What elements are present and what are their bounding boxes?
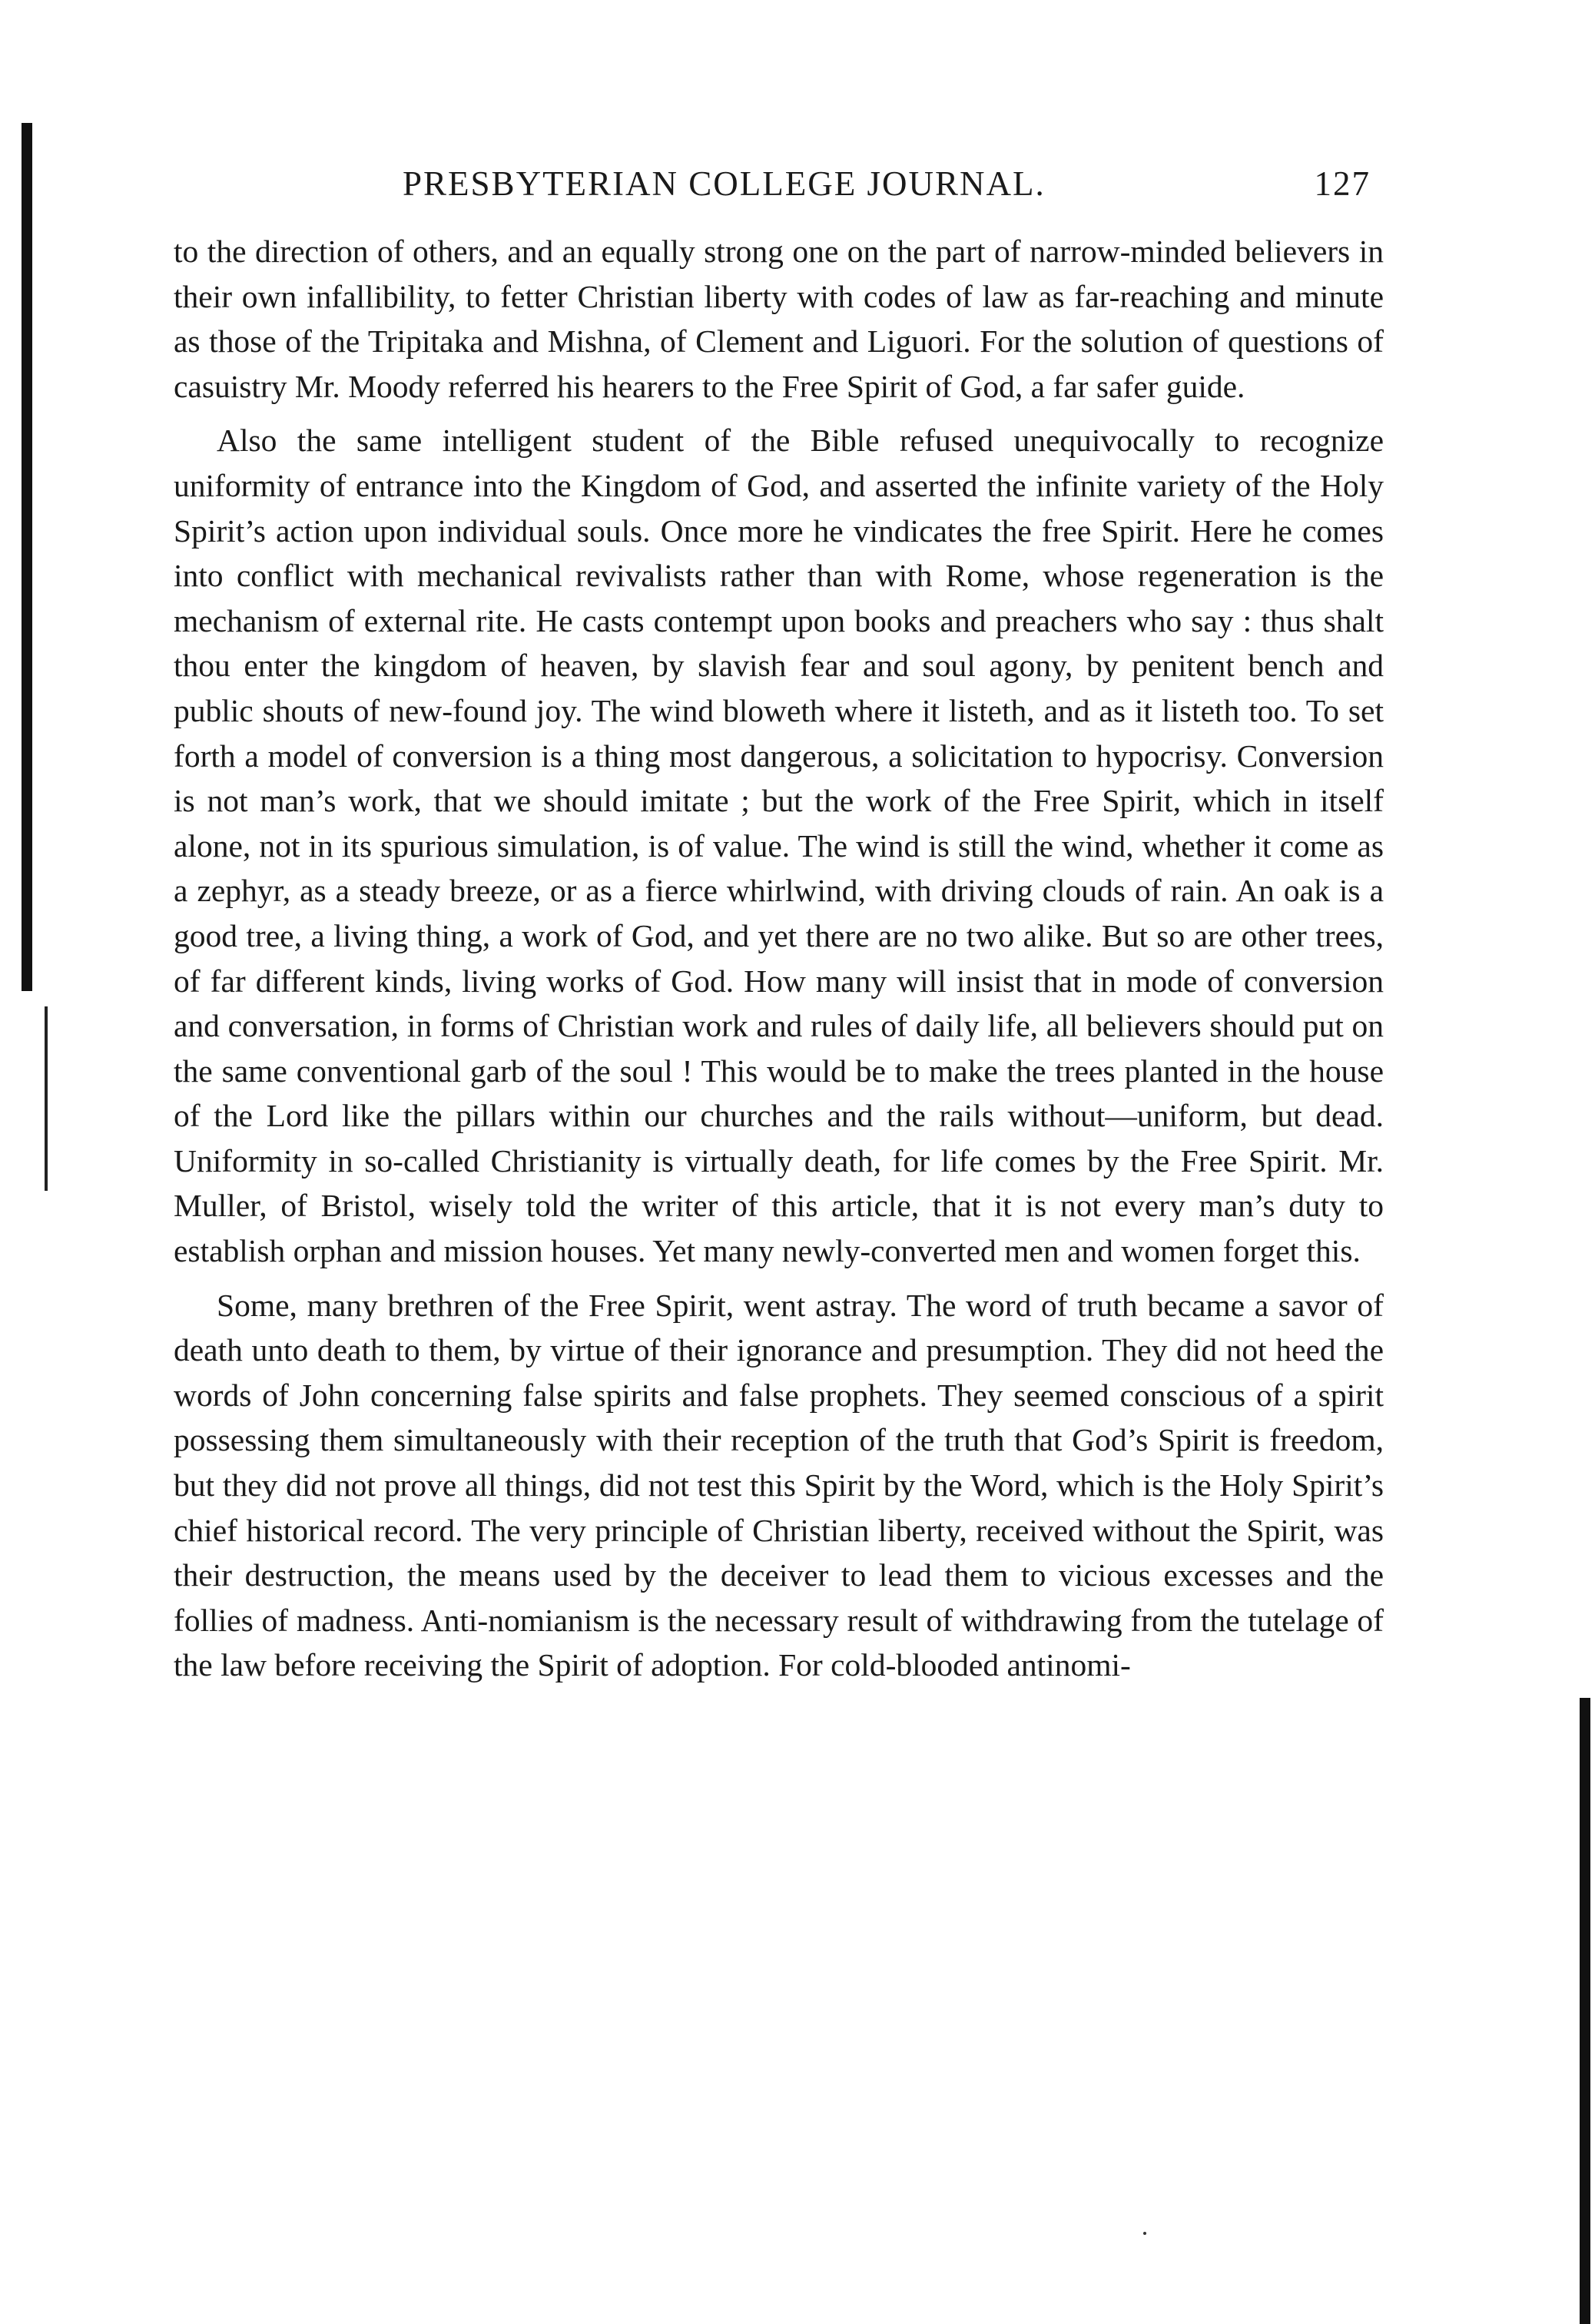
binding-shadow bbox=[22, 123, 32, 991]
paragraph: Also the same intelligent student of the Bible refused unequivocally to recognize uniformity of entrance into the Kingdom of God, and asserted the infinite variety of the Holy Spirit’s action upon individual souls. Once more he vindicates the free Spirit. Here he comes into conflict with mechanical revivalists rather than with Rome, whose regeneration is the mechanism of external rite. He casts contempt upon books and preachers who say : thus shalt thou enter the kingdom of heaven, by slavish fear and soul agony, by penitent bench and public shouts of new-found joy. The wind bloweth where it listeth, and as it listeth too. To set forth a model of conversion is a thing most dangerous, a solicitation to hypocrisy. Conversion is not man’s work, that we should imitate ; but the work of the Free Spirit, which in itself alone, not in its spurious simulation, is of value. The wind is still the wind, whether it come as a zephyr, as a steady breeze, or as a fierce whirlwind, with driving clouds of rain. An oak is a good tree, a living thing, a work of God, and yet there are no two alike. But so are other trees, of far different kinds, living works of God. How many will insist that in mode of conversion and conversation, in forms of Christian work and rules of daily life, all believers should put on the same conventional garb of the soul ! This would be to make the trees planted in the house of the Lord like the pillars within our churches and the rails without—uniform, but dead. Uniformity in so-called Christianity is virtually death, for life comes by the Free Spirit. Mr. Muller, of Bristol, wisely told the writer of this article, that it is not every man’s duty to establish orphan and mission houses. Yet many newly-converted men and women forget this. bbox=[174, 423, 1384, 1269]
paragraph: to the direction of others, and an equally strong one on the part of narrow-minded believers in their own infallibility, to fetter Christian liberty with codes of law as far-reaching and minute as those of the Tripitaka and Mishna, of Clement and Liguori. For the solution of questions of casuistry Mr. Moody referred his hearers to the Free Spirit of God, a far safer guide. bbox=[174, 234, 1384, 404]
binding-shadow bbox=[1580, 1698, 1590, 2324]
scan-speck bbox=[1143, 2232, 1146, 2235]
page-header bbox=[403, 164, 1371, 217]
binding-shadow bbox=[45, 1006, 48, 1191]
paragraph: Some, many brethren of the Free Spirit, went astray. The word of truth became a savor of death unto death to them, by virtue of their ignorance and presumption. They did not heed the words of John concerning false spirits and false prophets. They seemed conscious of a spirit possessing them simultaneously with their reception of the truth that God’s Spirit is freedom, but they did not prove all things, did not test this Spirit by the Word, which is the Holy Spirit’s chief historical record. The very principle of Christian liberty, received without the Spirit, was their destruction, the means used by the deceiver to lead them to vicious excesses and the follies of madness. Anti-nomianism is the necessary result of withdrawing from the tutelage of the law before receiving the Spirit of adoption. For cold-blooded antinomi- bbox=[174, 1287, 1384, 1683]
body-text bbox=[174, 229, 1384, 1688]
running-head: PRESBYTERIAN COLLEGE JOURNAL. bbox=[403, 164, 1046, 203]
page-number: 127 bbox=[1314, 164, 1371, 203]
